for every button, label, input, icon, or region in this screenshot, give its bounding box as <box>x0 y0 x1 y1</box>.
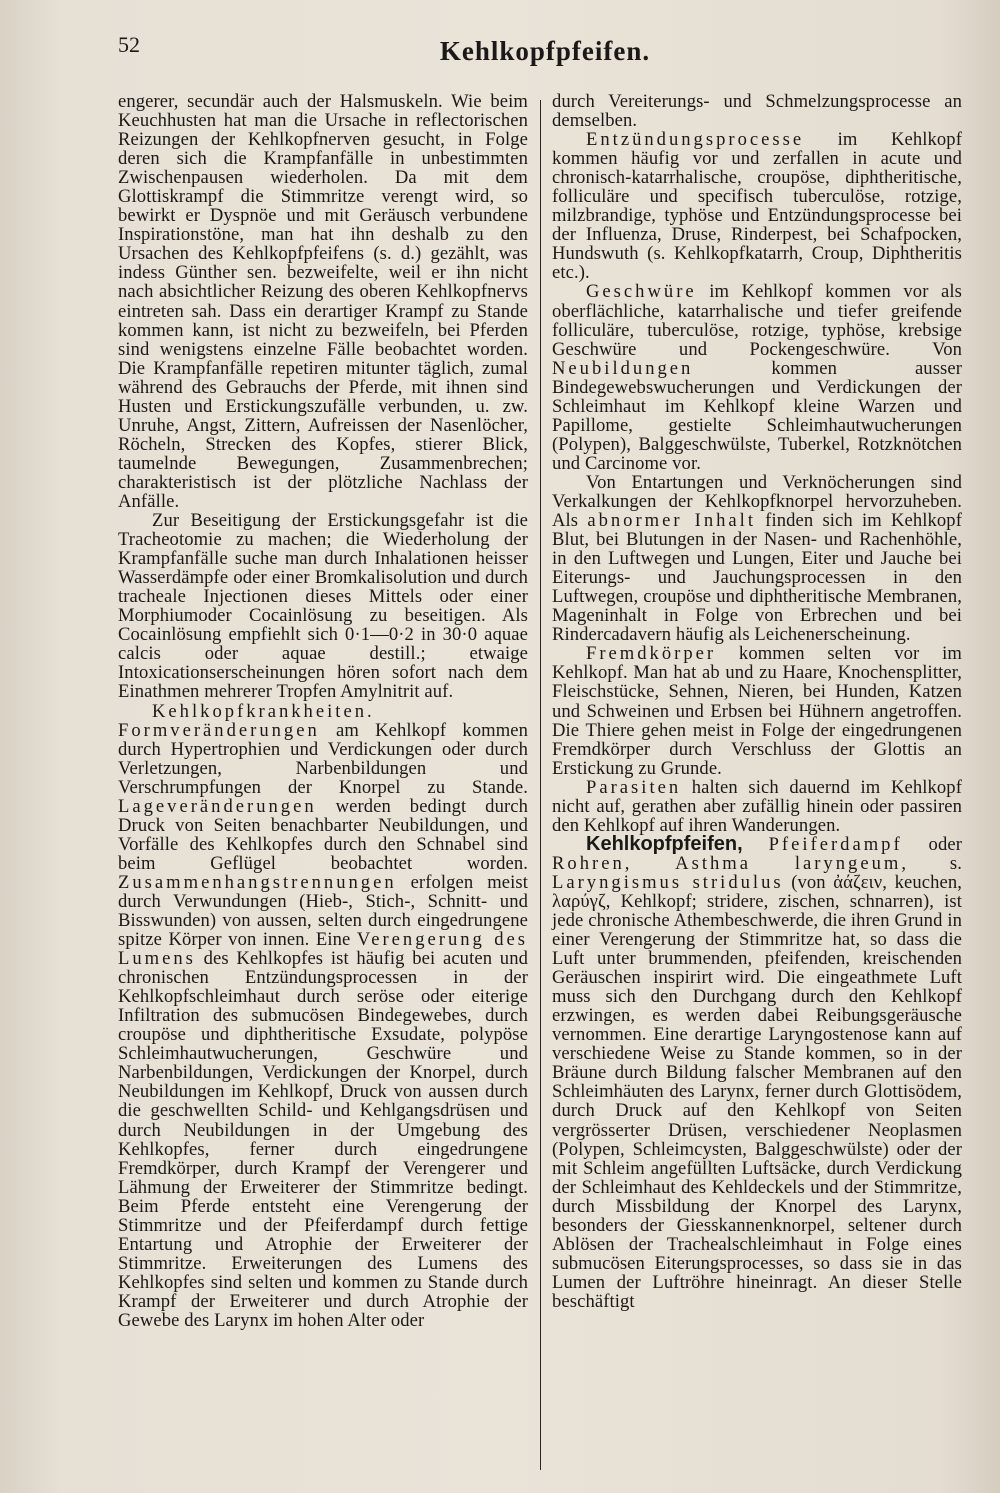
page-number: 52 <box>118 32 140 57</box>
subheading: Entzündungsprocesse <box>586 129 805 151</box>
text-run: finden sich im Kehlkopf Blut, bei Blutungen in der Nasen- und Rachenhöhle, in den Luftwegen und Lungen, Eiter und Jauche bei Eiterungs- und Jauchungsprocessen in den Luftwegen, croupöse und diphtheritische Membranen, Mageninhalt in Folge von Erbrechen und bei Rindercadavern häufig als Leichenerscheinung. <box>552 510 962 646</box>
paragraph: Zur Beseitigung der Erstickungsgefahr ist die Tracheotomie zu machen; die Wiederholung der Krampfanfälle suche man durch Inhalationen heisser Wasserdämpfe oder einer Bromkalisolution und durch tracheale Injectionen dieses Mittels oder einer Morphiumoder Cocainlösung zu beseitigen. Als Cocainlösung empfiehlt sich 0·1—0·2 in 30·0 aquae calcis oder aquae destill.; etwaige Intoxicationserscheinungen hören sofort nach dem Einathmen mehrerer Tropfen Amylnitrit auf. <box>118 510 528 703</box>
text-run: kommen ausser Bindegewebswucherungen und Verdickungen der Schleimhaut im Kehlkopf kleine Warzen und Papillome, gestielte Schleimhautwucherungen (Polypen), Balggeschwülste, Tuberkel, Rotzknötchen und Carcinome vor. <box>552 357 963 474</box>
text-run: erfolgen meist durch Verwundungen (Hieb-, Stich-, Schnitt- und Bisswunden) von aussen, selten durch eingedrungene spitze Körper von innen. Eine <box>118 871 528 951</box>
text-run: oder <box>928 833 962 855</box>
text-run: halten sich dauernd im Kehlkopf nicht auf, gerathen aber zufällig hinein oder passiren den Kehlkopf auf ihren Wanderungen. <box>552 776 962 836</box>
text-run: s. <box>949 852 962 874</box>
text-run: werden bedingt durch Druck von Seiten benachbarter Neubildungen, und Vorfälle des Kehlkopfes durch den Schnabel sind beim Geflügel beobachtet worden. <box>118 795 529 874</box>
entry-term: Kehlkopfkrankheiten. <box>152 700 375 722</box>
text-run: am Kehlkopf kommen durch Hypertrophien und Verdickungen oder durch Verletzungen, Narbenbildungen und Verschrumpfungen der Knorpel zu Stande. <box>118 719 529 798</box>
subheading: Pfeiferdampf <box>768 833 903 855</box>
paragraph <box>552 282 962 472</box>
paragraph <box>552 832 963 1312</box>
text-run: (von ἀάζειν, keuchen, λαρύγζ, Kehlkopf; stridere, zischen, schnarren), ist jede chronische Athembeschwerde, die ihren Grund in einer Verengerung der Stimmritze hat, so dass die Luft unter brummenden, pfeifenden, kreischenden Geräuschen inspirirt wird. Die eingeathmete Luft muss sich den Durchgang durch den Kehlkopf erzwingen, es werden dabei Reibungsgeräusche vernommen. Eine derartige Laryngostenose kann auf verschiedene Weise zu Stande kommen, so in der Bräune durch Bildung falscher Membranen auf den Schleimhäuten des Larynx, ferner durch Glottisödem, durch Druck auf den Kehlkopf von Seiten vergrösserter Drüsen, verschiedener Neoplasmen (Polypen, Schleimcysten, Balggeschwülste) oder der mit Schleim angefüllten Luftsäcke, durch Verdickung der Schleimhaut des Kehldeckels und der Stimmritze, durch Missbildung der Knorpel des Larynx, besonders der Giesskannenknorpel, seltener durch Ablösen der Trachealschleimhaut in Folge eines submucösen Eiterungsprocesses, so dass sie in das Lumen der Luftröhre hineinragt. An dieser Stelle beschäftigt <box>552 871 963 1312</box>
subheading: Laryngismus stridulus <box>552 871 784 893</box>
subheading: Parasiten <box>586 776 682 798</box>
paragraph <box>552 778 962 835</box>
subheading: abnormer Inhalt <box>587 510 756 532</box>
text-run: im Kehlkopf kommen vor als oberflächliche, katarrhalische und tiefer greifende folliculäre, tuberculöse, rotzige, typhöse, krebsige Geschwüre und Pockengeschwüre. Von <box>552 281 962 360</box>
subheading: Rohren, Asthma laryngeum, <box>552 852 909 874</box>
text-run: Von Entartungen und Verknöcherungen sind Verkalkungen der Kehlkopfknorpel hervorzuheben. Als <box>552 471 962 532</box>
paragraph: engerer, secundär auch der Halsmuskeln. Wie beim Keuchhusten hat man die Ursache in reflectorischen Reizungen der Kehlkopfnerven gesucht, in Folge deren sich die Krampfanfälle in unbestimmten Zwischenpausen wiederholen. Da mit dem Glottiskrampf die Stimmritze verengt wird, so bewirkt er Dyspnöe und mit Geräusch verbundene Inspirationstöne, man hat ihn deshalb zu den Ursachen des Kehlkopfpfeifens (s. d.) gezählt, was indess Günther sen. bezweifelte, weil er ihn nicht nach absichtlicher Reizung des oberen Kehlkopfnervs eintreten sah. Dass ein derartiger Krampf zu Stande kommen kann, ist nicht zu bezweifeln, bei Pferden sind wenigstens einzelne Fälle beobachtet worden. Die Krampfanfälle repetiren mitunter täglich, zumal während des Gebrauchs der Pferde, mit ihnen sind Husten und Erstickungszufälle verbunden, u. zw. Unruhe, Angst, Zittern, Aufreissen der Nasenlöcher, Röcheln, Strecken des Kopfes, stierer Blick, taumelnde Bewegungen, Zusammenbrechen; charakteristisch ist der plötzliche Nachlass der Anfälle. <box>118 91 528 512</box>
subheading: Neubildungen <box>552 357 694 379</box>
entry-headword: Kehlkopfpfeifen, <box>586 832 743 855</box>
running-title: Kehlkopfpfeifen. <box>439 36 651 66</box>
subheading: Geschwüre <box>586 281 697 303</box>
subheading: Verengerung des Lumens <box>118 929 528 970</box>
right-column <box>552 92 962 1311</box>
paragraph: durch Vereiterungs- und Schmelzungsprocesse an demselben. <box>552 91 962 132</box>
column-divider <box>540 100 541 1470</box>
paragraph <box>552 473 962 644</box>
paragraph <box>552 644 962 777</box>
text-run: des Kehlkopfes ist häufig bei acuten und chronischen Entzündungsprocessen in der Kehlkopfschleimhaut durch seröse oder eiterige Infiltration des submucösen Bindegewebes, durch croupöse und diphtheritische Exsudate, polypöse Schleimhautwucherungen, Geschwüre und Narbenbildungen, Verdickungen der Knorpel, durch Neubildungen im Kehlkopf, Druck von aussen durch die geschwellten Schild- und Kehlgangsdrüsen und durch Neubildungen in der Umgebung des Kehlkopfes, ferner durch eingedrungene Fremdkörper, durch Krampf der Verengerer und Lähmung der Erweiterer der Stimmritze bedingt. Beim Pferde entsteht eine Verengerung der Stimmritze und der Pfeiferdampf durch fettige Entartung und Atrophie der Erweiterer der Stimmritze. Erweiterungen des Lumens des Kehlkopfes sind selten und kommen zu Stande durch Krampf der Erweiterer und durch Atrophie der Gewebe des Larynx im hohen Alter oder <box>118 948 528 1331</box>
left-column <box>118 92 528 1330</box>
text-run: kommen selten vor im Kehlkopf. Man hat ab und zu Haare, Knochensplitter, Fleischstücke, Sehnen, Nieren, bei Hunden, Katzen und Schweinen und Erbsen bei Hühnern angetroffen. Die Thiere gehen meist in Folge der eingedrungenen Fremdkörper durch Verschluss der Glottis an Erstickung zu Grunde. <box>552 643 962 779</box>
paragraph <box>118 702 528 1331</box>
subheading: Zusammenhangstrennungen <box>118 871 397 893</box>
text-run: im Kehlkopf kommen häufig vor und zerfallen in acute und chronisch-katarrhalische, croupöse, diphtheritische, folliculäre und specifisch tuberculöse, rotzige, milzbrandige, typhöse und Entzündungsprocesse bei der Influenza, Druse, Rinderpest, bei Schafpocken, Hundswuth (s. Kehlkopfkatarrh, Croup, Diphtheritis etc.). <box>552 129 962 284</box>
subheading: Fremdkörper <box>586 643 717 665</box>
subheading: Formveränderungen <box>118 719 320 741</box>
subheading: Lageveränderungen <box>118 795 317 817</box>
paragraph <box>552 130 962 282</box>
